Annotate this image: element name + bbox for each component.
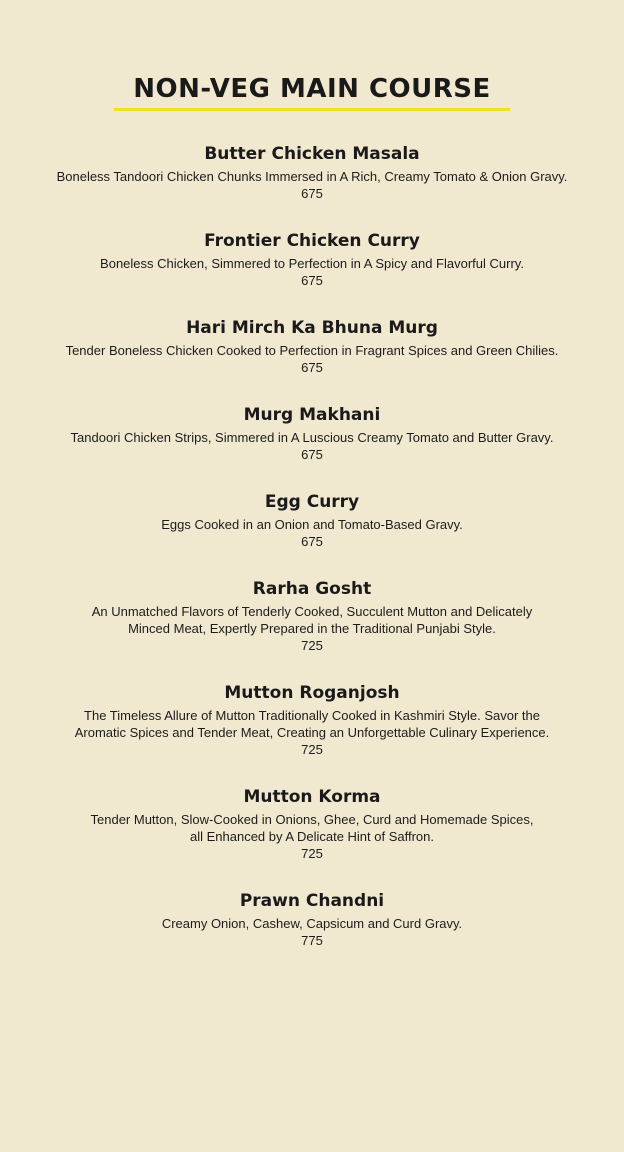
menu-item (0, 490, 624, 550)
item-name: Hari Mirch Ka Bhuna Murg (186, 318, 438, 338)
item-price: 675 (301, 447, 323, 462)
menu-item (0, 577, 624, 654)
item-description: Boneless Chicken, Simmered to Perfection in A Spicy and Flavorful Curry. (100, 256, 524, 271)
menu-item (0, 316, 624, 376)
item-name: Butter Chicken Masala (204, 144, 420, 164)
item-price: 675 (301, 360, 323, 375)
menu-item (0, 142, 624, 202)
item-price: 675 (301, 273, 323, 288)
menu-item-list (0, 142, 624, 976)
menu-item (0, 229, 624, 289)
item-price: 675 (301, 534, 323, 549)
menu-item (0, 681, 624, 758)
item-price: 675 (301, 186, 323, 201)
item-description: Tandoori Chicken Strips, Simmered in A Luscious Creamy Tomato and Butter Gravy. (70, 430, 554, 445)
item-price: 725 (301, 846, 323, 861)
item-name: Prawn Chandni (239, 891, 385, 911)
title-underline (114, 108, 510, 111)
page-title: NON-VEG MAIN COURSE (133, 74, 491, 104)
item-description: The Timeless Allure of Mutton Traditionally Cooked in Kashmiri Style. Savor the Aromatic Spices and Tender Meat, Creating an Unforgettable Culinary Experience. (74, 708, 550, 740)
item-description: Boneless Tandoori Chicken Chunks Immersed in A Rich, Creamy Tomato & Onion Gravy. (56, 169, 568, 184)
item-price: 725 (301, 638, 323, 653)
item-description: Tender Mutton, Slow-Cooked in Onions, Ghee, Curd and Homemade Spices, all Enhanced by A Delicate Hint of Saffron. (90, 812, 534, 844)
item-description: Tender Boneless Chicken Cooked to Perfection in Fragrant Spices and Green Chilies. (65, 343, 559, 358)
item-description: An Unmatched Flavors of Tenderly Cooked, Succulent Mutton and Delicately Minced Meat, Expertly Prepared in the Traditional Punjabi Style. (91, 604, 533, 636)
item-name: Rarha Gosht (252, 579, 372, 599)
item-name: Mutton Roganjosh (224, 683, 400, 703)
item-name: Mutton Korma (243, 787, 381, 807)
item-name: Murg Makhani (243, 405, 381, 425)
menu-item (0, 889, 624, 949)
menu-item (0, 785, 624, 862)
item-description: Eggs Cooked in an Onion and Tomato-Based Gravy. (161, 517, 463, 532)
item-price: 775 (301, 933, 323, 948)
menu-item (0, 403, 624, 463)
item-name: Frontier Chicken Curry (204, 231, 420, 251)
item-name: Egg Curry (264, 492, 360, 512)
item-description: Creamy Onion, Cashew, Capsicum and Curd Gravy. (161, 916, 463, 931)
item-price: 725 (301, 742, 323, 757)
